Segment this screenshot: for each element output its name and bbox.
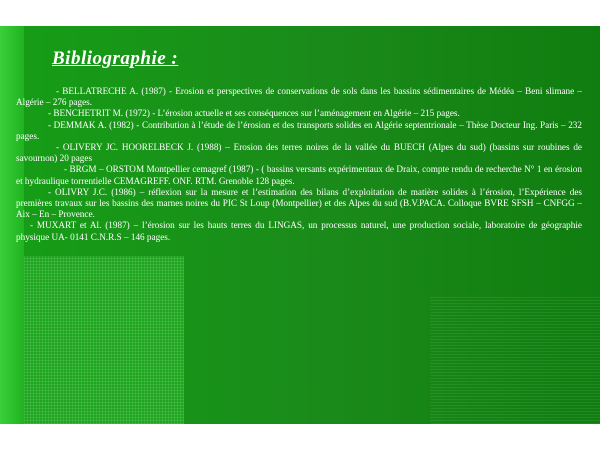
reference-item-demmak: - DEMMAK A. (1982) - Contribution à l’étude de l’érosion et des transports solides en Algérie septentrionale – Thèse Docteur Ing. Paris – 232 pages. <box>16 119 582 141</box>
bibliography-title: Bibliographie : <box>52 48 179 69</box>
reference-item-olivery: - OLIVERY JC. HOORELBECK J. (1988) – Erosion des terres noires de la vallée du BUECH (Alpes du sud) (bassins sur roubines de savournon) 20 pages <box>16 142 582 164</box>
hatch-pattern-right <box>430 296 600 424</box>
bibliography-list <box>16 86 582 243</box>
reference-item-bellatreche: - BELLATRECHE A. (1987) - Erosion et perspectives de conservations de sols dans les bassins sédimentaires de Médéa – Beni slimane – Algérie – 276 pages. <box>16 86 582 108</box>
reference-item-brgm-orstom: - BRGM – ORSTOM Montpellier cemagref (1987) - ( bassins versants expérimentaux de Draix, compte rendu de recherche N° 1 en érosion et hydraulique torrentielle CEMAGREFF. ONF. RTM. Grenoble 128 pages. <box>16 164 582 186</box>
reference-item-olivry: - OLIVRY J.C. (1986) – réflexion sur la mesure et l’estimation des bilans d’exploitation de matière solides à l’érosion, l’Expérience des premières travaux sur les bassins des marnes noires du PIC St Loup (Montpellier) et des Alpes du sud (B.V.PACA. Colloque BVRE SFSH – CNFGG – Aix – En – Provence. <box>16 186 582 220</box>
hatch-pattern-left <box>24 256 184 424</box>
reference-item-benchetrit: - BENCHETRIT M. (1972) - L’érosion actuelle et ses conséquences sur l’aménagement en Algérie – 215 pages. <box>48 108 460 119</box>
reference-item-muxart: - MUXART et Al. (1987) – l’érosion sur les hauts terres du LINGAS, un processus naturel, une production sociale, laboratoire de géographie physique UA- 0141 C.N.R.S – 146 pages. <box>16 220 582 242</box>
